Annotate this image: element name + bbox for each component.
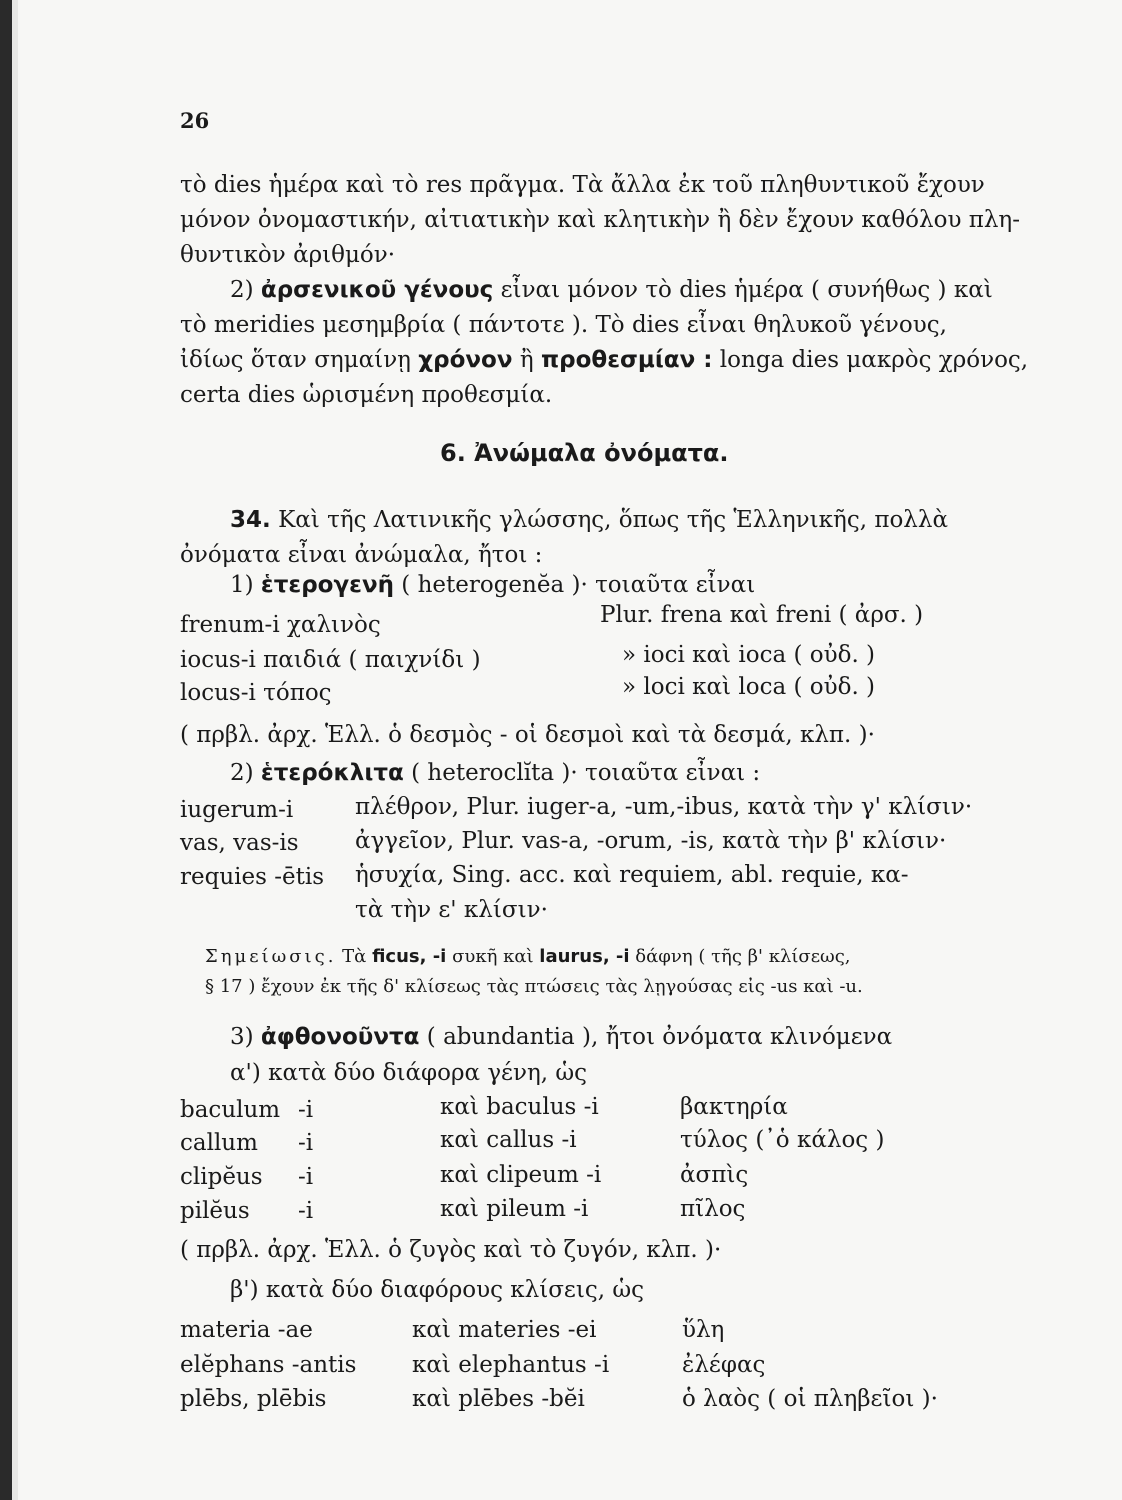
subsection-line: α') κατὰ δύο διάφορα γένη, ὡς — [230, 1060, 587, 1086]
item-number: 2) — [230, 760, 254, 786]
text-line — [180, 345, 1028, 375]
item-number: 3) — [230, 1024, 254, 1050]
word-suffix: -i — [298, 1198, 314, 1224]
section-heading: 6. Ἀνώμαλα ὀνόματα. — [440, 439, 729, 467]
word-entry: vas, vas-is — [180, 830, 299, 856]
text-span: Τὰ — [342, 946, 367, 967]
word-variant: καὶ plēbes -bĕi — [412, 1386, 585, 1412]
text-line: τὸ meridies μεσημβρία ( πάντοτε ). Τὸ dies εἶναι θηλυκοῦ γένους, — [180, 312, 947, 338]
remark-line — [205, 942, 851, 972]
text-line — [230, 758, 760, 788]
word-variant: καὶ elephantus -i — [412, 1352, 610, 1378]
word-entry: frenum-i χαλινὸς — [180, 612, 381, 638]
word-suffix: -i — [298, 1097, 314, 1123]
item-number: 2) — [230, 277, 254, 303]
word-variant: καὶ baculus -i — [440, 1094, 599, 1120]
scan-binding-edge — [0, 0, 12, 1500]
word-detail: τὰ τὴν ε' κλίσιν· — [355, 897, 548, 923]
word-variant: καὶ clipeum -i — [440, 1162, 602, 1188]
text-line: μόνον ὀνομαστικήν, αἰτιατικὴν καὶ κλητικὴν ἢ δὲν ἔχουν καθόλου πλη- — [180, 207, 1020, 233]
bold-term: ἀφθονοῦντα — [260, 1024, 420, 1050]
text-span: ἢ — [519, 347, 534, 373]
word-entry: callum — [180, 1130, 258, 1156]
text-span: ἰδίως ὅταν σημαίνῃ — [180, 347, 411, 373]
bold-term: χρόνον — [418, 347, 513, 373]
word-entry: requies -ētis — [180, 864, 325, 890]
plural-form: » ioci καὶ ioca ( οὐδ. ) — [622, 642, 876, 668]
page-number: 26 — [180, 108, 210, 133]
word-variant: καὶ materies -ei — [412, 1317, 597, 1343]
word-variant: καὶ pileum -i — [440, 1196, 589, 1222]
text-span: εἶναι μόνον τὸ dies ἡμέρα ( συνήθως ) καὶ — [500, 277, 993, 303]
text-span: longa dies μακρὸς χρόνος, — [719, 347, 1029, 373]
item-number: 1) — [230, 572, 254, 598]
comparison-note: ( πρβλ. ἀρχ. Ἑλλ. ὁ ζυγὸς καὶ τὸ ζυγόν, κλπ. )· — [180, 1237, 722, 1263]
plural-form: » loci καὶ loca ( οὐδ. ) — [622, 674, 876, 700]
plural-form: Plur. frena καὶ freni ( ἀρσ. ) — [600, 602, 924, 628]
text-line: ὀνόματα εἶναι ἀνώμαλα, ἤτοι : — [180, 542, 543, 568]
bold-term: laurus, -i — [539, 946, 630, 967]
text-line — [230, 570, 755, 600]
subsection-line: β') κατὰ δύο διαφόρους κλίσεις, ὡς — [230, 1277, 644, 1303]
section-number: 34. — [230, 507, 271, 533]
comparison-note: ( πρβλ. ἀρχ. Ἑλλ. ὁ δεσμὸς - οἱ δεσμοὶ καὶ τὰ δεσμά, κλπ. )· — [180, 722, 875, 748]
word-entry: pilĕus — [180, 1198, 250, 1224]
word-meaning: τύλος (᾿ὁ κάλος ) — [680, 1127, 885, 1153]
text-line — [230, 1022, 892, 1052]
bold-term: ἀρσενικοῦ γένους — [260, 277, 494, 303]
bold-term: ficus, -i — [372, 946, 447, 967]
word-entry: iocus-i παιδιά ( παιχνίδι ) — [180, 647, 481, 673]
word-detail: πλέθρον, Plur. iuger-a, -um,-ibus, κατὰ τὴν γ' κλίσιν· — [355, 794, 973, 820]
text-line: τὸ dies ἡμέρα καὶ τὸ res πρᾶγμα. Τὰ ἄλλα ἐκ τοῦ πληθυντικοῦ ἔχουν — [180, 172, 985, 198]
bold-term: προθεσμίαν : — [540, 347, 713, 373]
text-span: συκῆ καὶ — [452, 946, 534, 967]
word-detail: ἀγγεῖον, Plur. vas-a, -orum, -is, κατὰ τὴν β' κλίσιν· — [355, 828, 947, 854]
text-span: Καὶ τῆς Λατινικῆς γλώσσης, ὅπως τῆς Ἑλληνικῆς, πολλὰ — [278, 507, 948, 533]
scan-page-edge — [12, 0, 18, 1500]
word-entry: elĕphans -antis — [180, 1352, 357, 1378]
text-line — [230, 275, 993, 305]
word-meaning: ὁ λαὸς ( οἱ πληβεῖοι )· — [682, 1386, 938, 1412]
word-entry: locus-i τόπος — [180, 680, 332, 706]
text-span: δάφνη ( τῆς β' κλίσεως, — [635, 946, 851, 967]
text-span: ( abundantia ), ἤτοι ὀνόματα κλινόμενα — [426, 1024, 893, 1050]
word-detail: ἡσυχία, Sing. acc. καὶ requiem, abl. requie, κα- — [355, 862, 909, 888]
text-line — [230, 505, 948, 535]
word-variant: καὶ callus -i — [440, 1127, 577, 1153]
text-span: ( heterogenĕa )· τοιαῦτα εἶναι — [401, 572, 756, 598]
word-entry: iugerum-i — [180, 797, 294, 823]
word-suffix: -i — [298, 1164, 314, 1190]
word-suffix: -i — [298, 1130, 314, 1156]
text-span: ( heteroclĭta )· τοιαῦτα εἶναι : — [411, 760, 761, 786]
word-meaning: ὕλη — [682, 1317, 725, 1343]
bold-term: ἑτερόκλιτα — [260, 760, 404, 786]
word-meaning: πῖλος — [680, 1196, 746, 1222]
word-meaning: βακτηρία — [680, 1094, 788, 1120]
word-entry: baculum — [180, 1097, 281, 1123]
text-line: θυντικὸν ἀριθμόν· — [180, 242, 396, 268]
text-line: certa dies ὡρισμένη προθεσμία. — [180, 382, 553, 408]
remark-line: § 17 ) ἔχουν ἐκ τῆς δ' κλίσεως τὰς πτώσεις τὰς λῃγούσας εἰς -us καὶ -u. — [205, 976, 863, 997]
word-entry: clipĕus — [180, 1164, 263, 1190]
word-entry: plēbs, plēbis — [180, 1386, 327, 1412]
word-meaning: ἐλέφας — [682, 1352, 766, 1378]
remark-label: Σημείωσις. — [205, 946, 337, 967]
word-entry: materia -ae — [180, 1317, 313, 1343]
word-meaning: ἀσπὶς — [680, 1162, 749, 1188]
bold-term: ἑτερογενῆ — [260, 572, 394, 598]
